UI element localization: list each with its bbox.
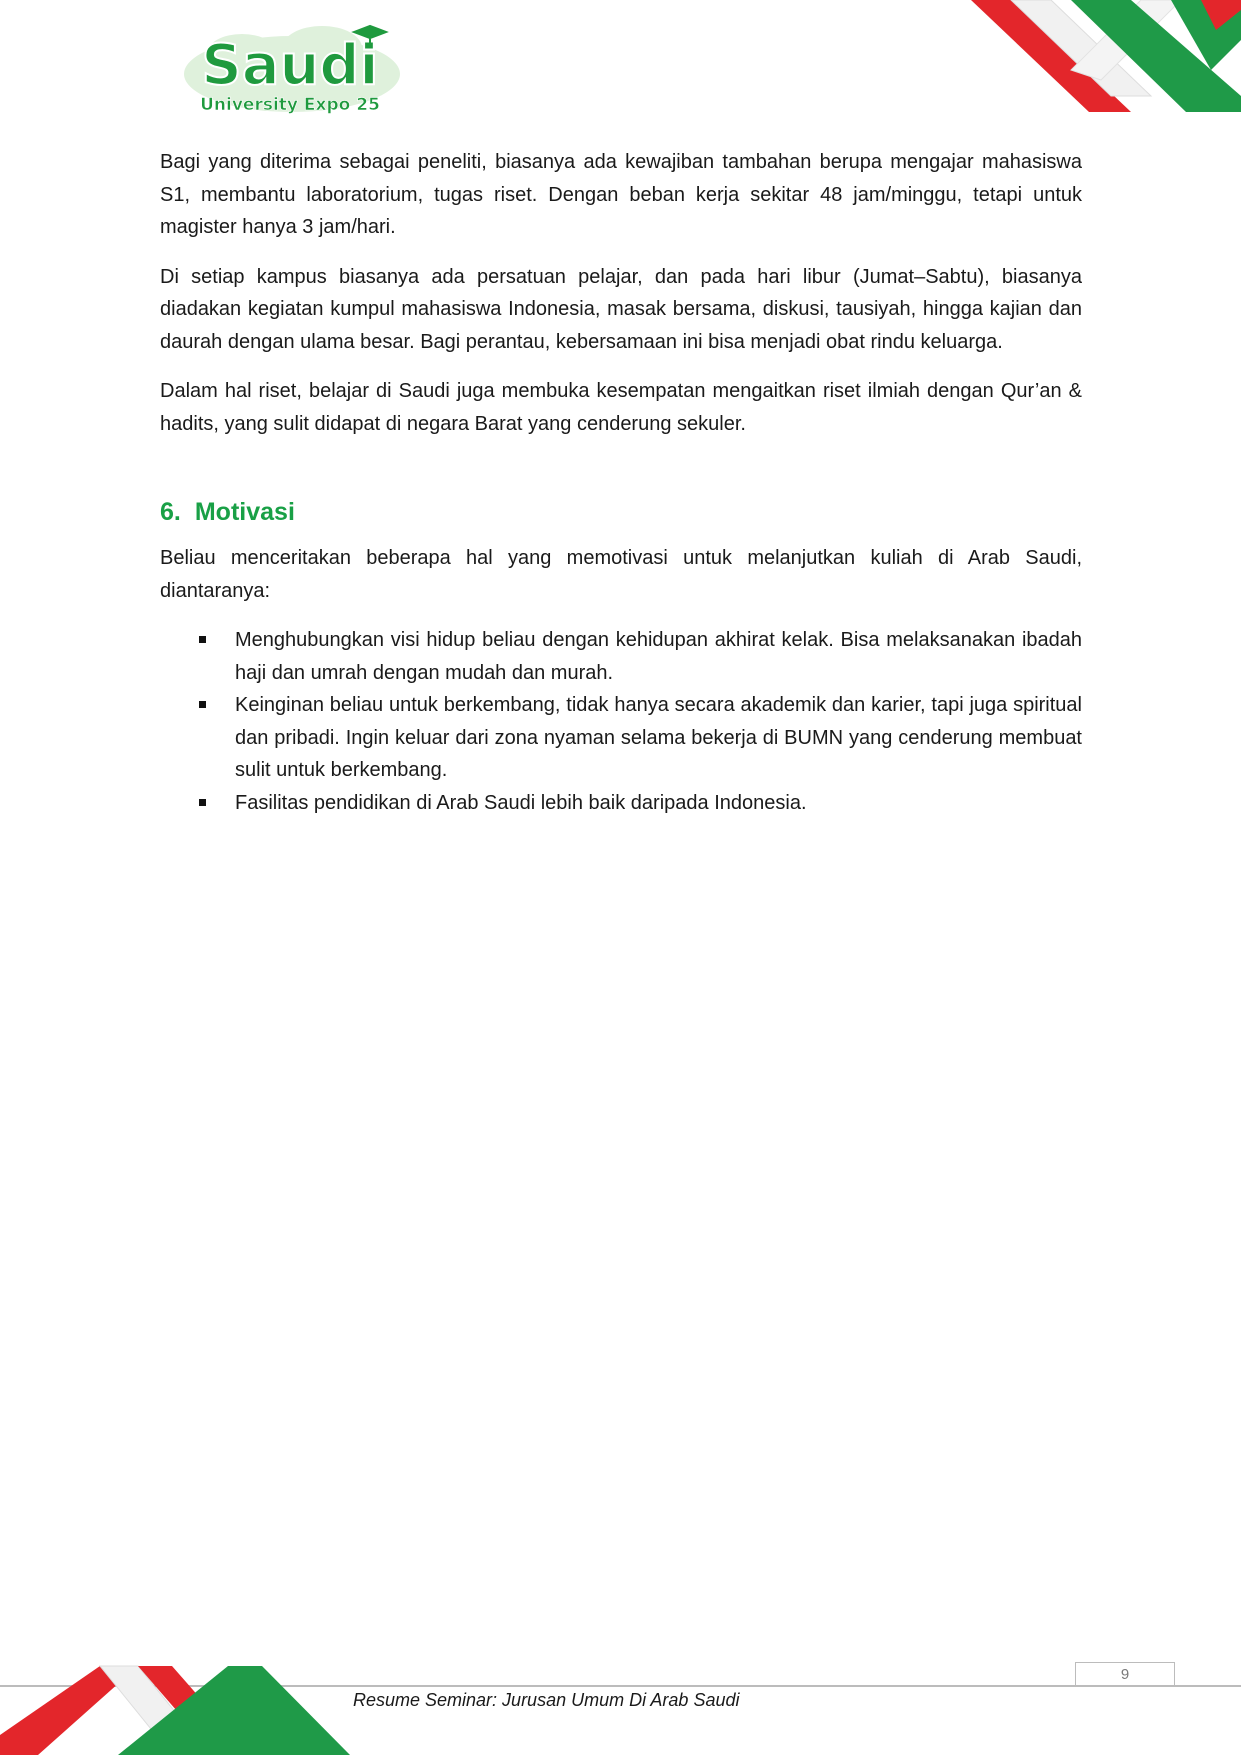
list-item — [160, 624, 1082, 689]
section-intro: Beliau menceritakan beberapa hal yang memotivasi untuk melanjutkan kuliah di Arab Saudi, diantaranya: — [160, 547, 1082, 602]
list-item-text: Keinginan beliau untuk berkembang, tidak hanya secara akademik dan karier, tapi juga spiritual dan pribadi. Ingin keluar dari zona nyaman selama bekerja di BUMN yang cenderung membuat sulit untuk berkembang. — [235, 694, 1082, 781]
square-bullet-icon — [199, 799, 206, 806]
bullet-list — [160, 624, 1082, 819]
square-bullet-icon — [199, 701, 206, 708]
paragraph: Dalam hal riset, belajar di Saudi juga membuka kesempatan mengaitkan riset ilmiah dengan Qur’an & hadits, yang sulit didapat di negara Barat yang cenderung sekuler. — [160, 380, 1082, 435]
section-heading — [160, 498, 1082, 527]
ribbon-decoration-top — [971, 0, 1241, 112]
list-item — [160, 689, 1082, 787]
saudi-university-expo-logo — [182, 22, 404, 118]
document-body — [160, 146, 1082, 819]
ribbon-decoration-bottom — [0, 1660, 360, 1755]
section-title: Motivasi — [194, 498, 295, 526]
list-item-text: Menghubungkan visi hidup beliau dengan kehidupan akhirat kelak. Bisa melaksanakan ibadah haji dan umrah dengan mudah dan murah. — [235, 629, 1082, 684]
footer-title: Resume Seminar: Jurusan Umum Di Arab Saudi — [353, 1690, 740, 1710]
square-bullet-icon — [199, 636, 206, 643]
logo-subtitle: University Expo 25 — [200, 95, 380, 115]
list-item — [160, 787, 1082, 820]
paragraph: Bagi yang diterima sebagai peneliti, biasanya ada kewajiban tambahan berupa mengajar mahasiswa S1, membantu laboratorium, tugas riset. Dengan beban kerja sekitar 48 jam/minggu, tetapi untuk magister hanya 3 jam/hari. — [160, 151, 1082, 238]
logo-title: Saudi — [201, 33, 379, 98]
section-number: 6. — [160, 498, 181, 526]
list-item-text: Fasilitas pendidikan di Arab Saudi lebih baik daripada Indonesia. — [235, 791, 807, 814]
paragraph: Di setiap kampus biasanya ada persatuan pelajar, dan pada hari libur (Jumat–Sabtu), biasanya diadakan kegiatan kumpul mahasiswa Indonesia, masak bersama, diskusi, tausiyah, hingga kajian dan daurah dengan ulama besar. Bagi perantau, kebersamaan ini bisa menjadi obat rindu keluarga. — [160, 265, 1082, 353]
page-number: 9 — [1120, 1666, 1130, 1683]
